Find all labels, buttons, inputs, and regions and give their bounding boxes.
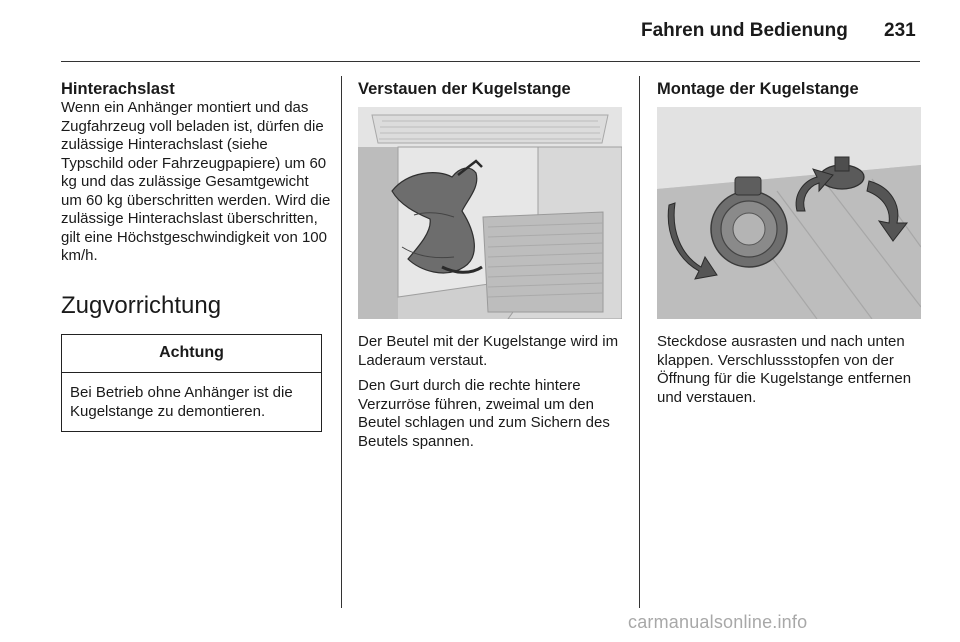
towing-device-heading: Zugvorrichtung (61, 291, 222, 319)
column-divider-2 (639, 76, 640, 608)
column-1 (61, 80, 331, 432)
stowing-caption-1: Der Beutel mit der Kugelstange wird im Laderaum verstaut. (358, 333, 619, 369)
mounting-heading: Montage der Kugelstange (657, 80, 859, 98)
column-divider-1 (341, 76, 342, 608)
warning-text: Bei Betrieb ohne Anhänger ist die Kugelstange zu demontieren. (70, 384, 293, 420)
mounting-caption: Steckdose ausrasten und nach unten klappen. Verschlussstopfen von der Öffnung für die Kugelstange entfernen und verstauen. (657, 333, 912, 406)
watermark: carmanualsonline.info (628, 612, 808, 632)
column-2 (358, 80, 628, 451)
header-title: Fahren und Bedienung (641, 20, 848, 41)
page-number: 231 (884, 20, 916, 41)
illustration-stowed-bag (358, 107, 622, 319)
rear-axle-load-text: Wenn ein Anhänger montiert und das Zugfahrzeug voll beladen ist, dürfen die zulässige Hinterachslast (siehe Typschild oder Fahrzeugpapiere) um 60 kg und das zulässige Gesamtgewicht um 60 kg überschritten werden. Wird die zulässige Hinterachslast überschritten, gilt eine Höchstgeschwindigkeit von 100 km/h. (61, 99, 331, 264)
warning-box (61, 334, 322, 433)
stowing-heading: Verstauen der Kugelstange (358, 80, 571, 98)
illustration-socket-mounting (657, 107, 921, 319)
column-3 (657, 80, 923, 407)
warning-title: Achtung (62, 335, 321, 374)
rear-axle-load-heading: Hinterachslast (61, 80, 175, 98)
stowing-caption-2: Den Gurt durch die rechte hintere Verzurröse führen, zweimal um den Beutel schlagen und zum Sichern des Beutels spannen. (358, 377, 610, 450)
header-rule (61, 61, 920, 62)
